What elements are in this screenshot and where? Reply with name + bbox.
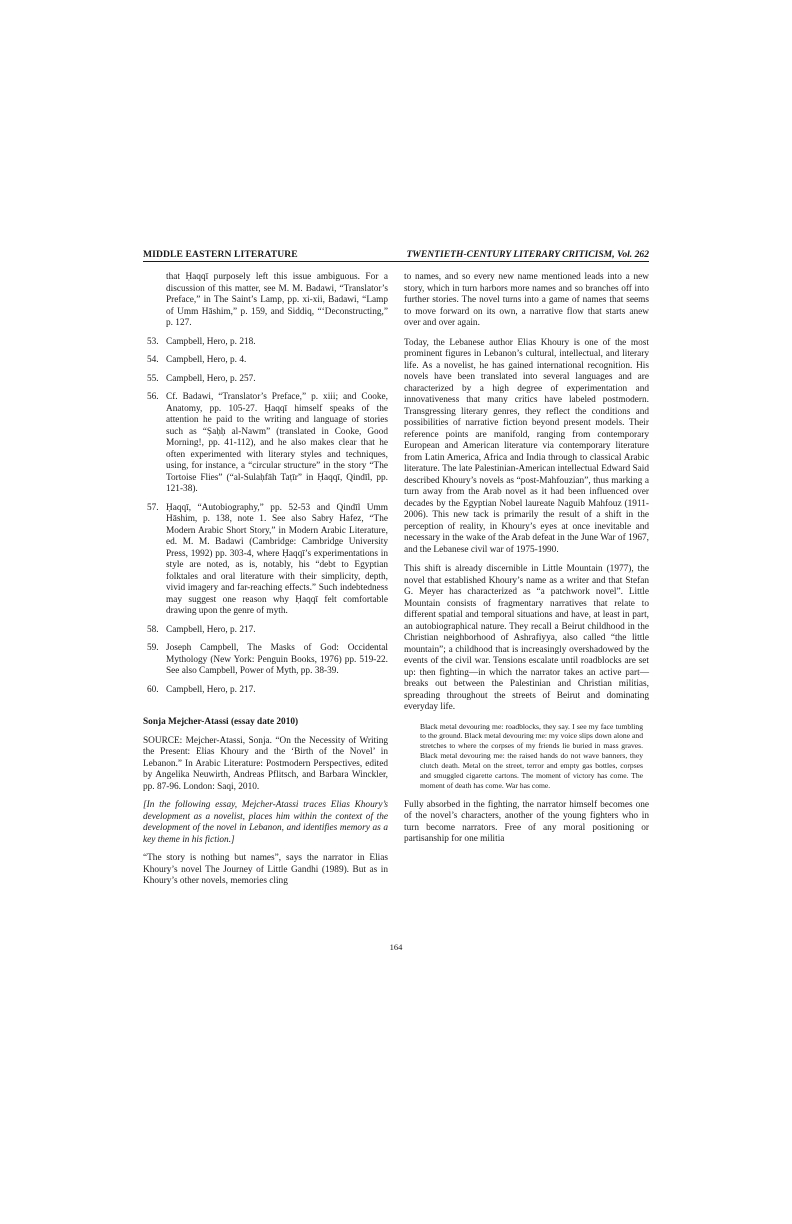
endnote-text: Campbell, Hero, p. 218. [166, 336, 256, 347]
body-paragraph: to names, and so every new name mentioned leads into a new story, which in turn harbors more names and so branches off into further stories. The novel turns into a game of names that seems to move forward on its own, a narrative flow that starts anew over and over again. [404, 272, 649, 328]
endnote [143, 625, 388, 637]
essay-source: SOURCE: Mejcher-Atassi, Sonja. “On the Necessity of Writing the Present: Elias Khoury and the ‘Birth of the Novel’ in Lebanon.” In Arabic Literature: Postmodern Perspectives, edited by Angelika Neuwirth, Andreas Pflitsch, and Barbara Winckler, pp. 87-96. London: Saqi, 2010. [143, 735, 388, 792]
running-head-volume: TWENTIETH-CENTURY LITERARY CRITICISM, Vol. 262 [406, 249, 649, 260]
endnote-text: Campbell, Hero, p. 257. [166, 373, 256, 384]
endnote [143, 503, 388, 618]
endnotes-list [143, 337, 388, 697]
left-column [143, 272, 388, 895]
page-number: 164 [389, 942, 403, 952]
endnote-text: Campbell, Hero, p. 217. [166, 624, 256, 635]
endnote-number: 60. [147, 684, 159, 695]
endnote [143, 355, 388, 367]
endnote-number: 54. [147, 355, 159, 365]
note-continuation: that Ḥaqqī purposely left this issue ambiguous. For a discussion of this matter, see M. M. Badawi, “Translator’s Preface,” in The Saint’s Lamp, pp. xi-xii, Badawi, “Lamp of Umm Hāshim,” p. 159, and Siddiq, “‘Deconstructing,” p. 127. [166, 272, 388, 328]
endnote [143, 337, 388, 349]
essay-opening-paragraph: “The story is nothing but names”, says the narrator in Elias Khoury’s novel The Journey of Little Gandhi (1989). But as in Khoury’s other novels, memories cling [143, 853, 388, 886]
body-paragraph: Fully absorbed in the fighting, the narrator himself becomes one of the novel’s characters, another of the young fighters who in turn become narrators. Free of any moral positioning or partisanship for one militia [404, 799, 649, 845]
endnote [143, 374, 388, 386]
endnote-number: 57. [147, 502, 159, 513]
endnote [143, 685, 388, 697]
endnote-number: 56. [147, 392, 159, 402]
endnote [143, 392, 388, 496]
endnote-number: 55. [147, 373, 159, 384]
essay-introduction: [In the following essay, Mejcher-Atassi traces Elias Khoury’s development as a novelist, places him within the context of the development of the novel in Lebanon, and identifies memory as a key theme in his fiction.] [143, 800, 388, 845]
endnote-number: 58. [147, 624, 159, 635]
endnote-number: 59. [147, 643, 159, 653]
endnote-text: Campbell, Hero, p. 4. [166, 355, 247, 365]
endnote-text: Cf. Badawi, “Translator’s Preface,” p. xiii; and Cooke, Anatomy, pp. 105-27. Ḥaqqī himself speaks of the attention he paid to the writing and language of stories such as “Ṣaḥḥ al-Nawm” (translated in Cooke, Good Morning!, pp. 41-112), and he also makes clear that he often experimented with literary styles and techniques, using, for instance, a “circular structure” in the story “The Tortoise Flies” (“al-Sulaḥfāh Taṭīr” in Ḥaqqī, Qindīl, pp. 121-38). [166, 392, 388, 494]
body-paragraph: Today, the Lebanese author Elias Khoury is one of the most prominent figures in Lebanon’s cultural, intellectual, and literary life. As a novelist, he has gained international recognition. His novels have been translated into several languages and are characterized by a high degree of experimentation and innovativeness that many critics have labeled postmodern. Transgressing literary genres, they reflect the conditions and possibilities of narrative fiction beyond present models. Their reference points are manifold, ranging from contemporary European and American literature via contemporary literature from Latin America, Africa and India through to classical Arabic literature. The late Palestinian-American intellectual Edward Said described Khoury’s novels as “post-Mahfouzian”, thus marking a turn away from the Arab novel as it had been influenced over decades by the Egyptian Nobel laureate Naguib Mahfouz (1911-2006). This new tack is primarily the result of a shift in the perception of reality, in Khoury’s eyes at once inevitable and necessary in the wake of the Arab defeat in the June War of 1967, and the Lebanese civil war of 1975-1990. [404, 337, 649, 555]
block-quote: Black metal devouring me: roadblocks, they say. I see my face tumbling to the ground. Black metal devouring me: my voice slips down alone and stretches to where the corpses of my friends lie buried in mass graves. Black metal devouring me: the raised hands do not wave banners, they clutch death. Metal on the street, terror and empty gas bottles, corpses and smuggled cigarette cartons. The moment of victory has come. The moment of death has come. War has come. [420, 721, 643, 790]
endnote-text: Joseph Campbell, The Masks of God: Occidental Mythology (New York: Penguin Books, 1976) pp. 519-22. See also Campbell, Power of Myth, pp. 38-39. [166, 643, 388, 676]
essay-heading: Sonja Mejcher-Atassi (essay date 2010) [143, 717, 299, 727]
running-head-section: MIDDLE EASTERN LITERATURE [143, 249, 298, 260]
right-column [404, 272, 649, 854]
endnote [143, 643, 388, 678]
endnote-text: Campbell, Hero, p. 217. [166, 684, 256, 695]
endnote-number: 53. [147, 336, 159, 347]
endnote-text: Ḥaqqī, “Autobiography,” pp. 52-53 and Qindīl Umm Hāshim, p. 138, note 1. See also Sabry Hafez, “The Modern Arabic Short Story,” in Modern Arabic Literature, ed. M. M. Badawi (Cambridge: Cambridge University Press, 1992) pp. 303-4, where Ḥaqqī’s experimentations in style are noted, as is, notably, his “debt to Egyptian folktales and oral literature with their simplicity, depth, vivid imagery and far-reaching effects.” Such indebtedness may suggest one reason why Ḥaqqī felt comfortable drawing upon the genre of myth. [166, 502, 388, 616]
running-head [143, 247, 649, 262]
body-paragraph: This shift is already discernible in Little Mountain (1977), the novel that established Khoury’s name as a writer and that Stefan G. Meyer has characterized as “a patchwork novel”. Little Mountain consists of fragmentary narratives that relate to different spatial and temporal situations and have, at least in part, an autobiographical nature. They recall a Beirut childhood in the Christian neighborhood of Ashrafiyya, also called “the little mountain”; a childhood that is increasingly overshadowed by the events of the civil war. Tensions escalate until roadblocks are set up: then fighting—in which the narrator takes an active part—breaks out between the Palestinian and Christian militias, spreading throughout the streets of Beirut and dominating everyday life. [404, 564, 649, 712]
